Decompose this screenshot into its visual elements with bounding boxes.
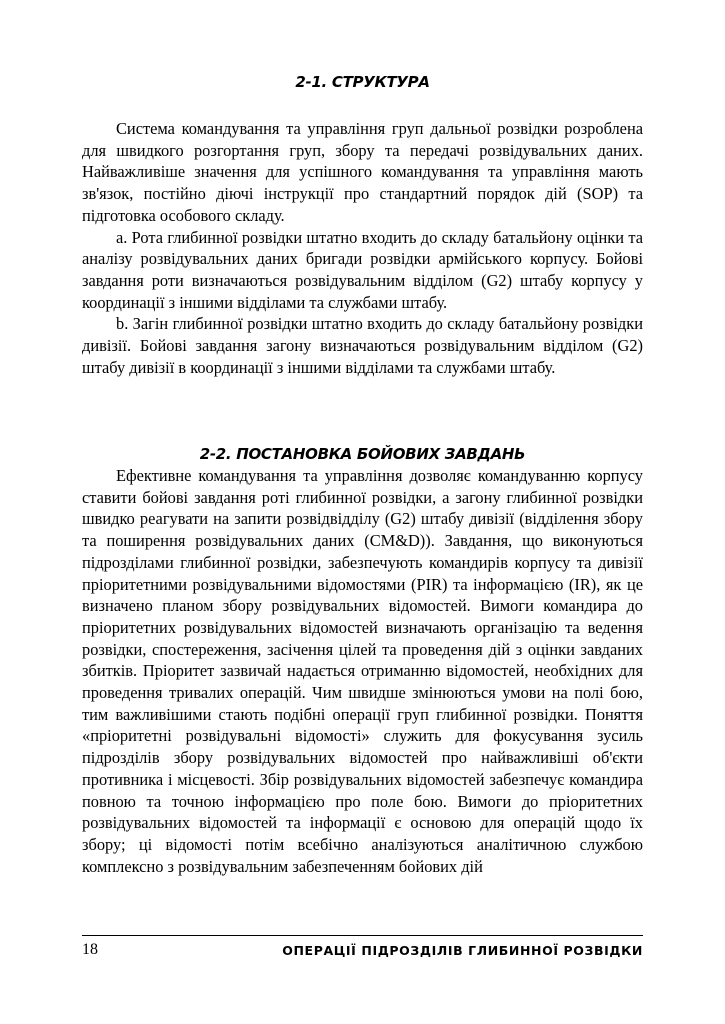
paragraph: Система командування та управління груп дальньої розвідки розроблена для швидкого розгортання груп, збору та передачі розвідувальних даних. Найважливіше значення для успішного командування та управління мають зв'язок, постійно діючі інструкції про стандартний порядок дій (SOP) та підготовка особового складу. <box>82 119 643 225</box>
section-structure-body <box>82 118 643 378</box>
section-heading-structure: 2-1. СТРУКТУРА <box>295 73 430 91</box>
running-title: ОПЕРАЦІЇ ПІДРОЗДІЛІВ ГЛИБИННОЇ РОЗВІДКИ <box>282 943 643 958</box>
paragraph-item-a: a. Рота глибинної розвідки штатно входить до складу батальйону оцінки та аналізу розвідувальних даних бригади розвідки армійського корпусу. Бойові завдання роти визначаються розвідувальним відділом (G2) штабу корпусу у координації з іншими відділами та службами штабу. <box>82 227 643 312</box>
paragraph-item-b: b. Загін глибинної розвідки штатно входить до складу батальйону розвідки дивізії. Бойові завдання загону визначаються розвідувальним відділом (G2) штабу дивізії в координації з іншими відділами та службами штабу. <box>82 314 643 377</box>
paragraph: Ефективне командування та управління дозволяє командуванню корпусу ставити бойові завдання роті глибинної розвідки, а загону глибинної розвідки швидко реагувати на запити розвідвідділу (G2) штабу дивізії (відділення збору та поширення розвідувальних даних (CM&D)). Завдання, що виконуються підрозділами глибинної розвідки, забезпечують командирів корпусу та дивізії пріоритетними розвідувальними відомостями (PIR) та інформацією (IR), як це визначено планом збору розвідувальних відомостей. Вимоги командира до пріоритетних розвідувальних відомостей визначають організацію та ведення розвідки, спостереження, засічення цілей та проведення дій з оцінки завданих збитків. Пріоритет зазвичай надається отриманню відомостей, необхідних для проведення тривалих операцій. Чим швидше змінюються умови на полі бою, тим важливішими стають подібні операції груп глибинної розвідки. Поняття «пріоритетні розвідувальні відомості» служить для фокусування зусиль підрозділів збору розвідувальних відомостей про найважливіші об'єкти противника і місцевості. Збір розвідувальних відомостей забезпечує командира повною та точною інформацією про поле бою. Вимоги до пріоритетних розвідувальних відомостей та інформації є основою для операцій щодо їх збору; ці відомості потім всебічно аналізуються аналітичною службою комплексно з розвідувальним забезпеченням бойових дій <box>82 466 643 876</box>
footer-divider <box>82 935 643 936</box>
page-number: 18 <box>82 941 98 958</box>
section-tasking-body <box>82 465 643 877</box>
document-page <box>82 0 643 1024</box>
section-heading-tasking: 2-2. ПОСТАНОВКА БОЙОВИХ ЗАВДАНЬ <box>199 445 526 463</box>
